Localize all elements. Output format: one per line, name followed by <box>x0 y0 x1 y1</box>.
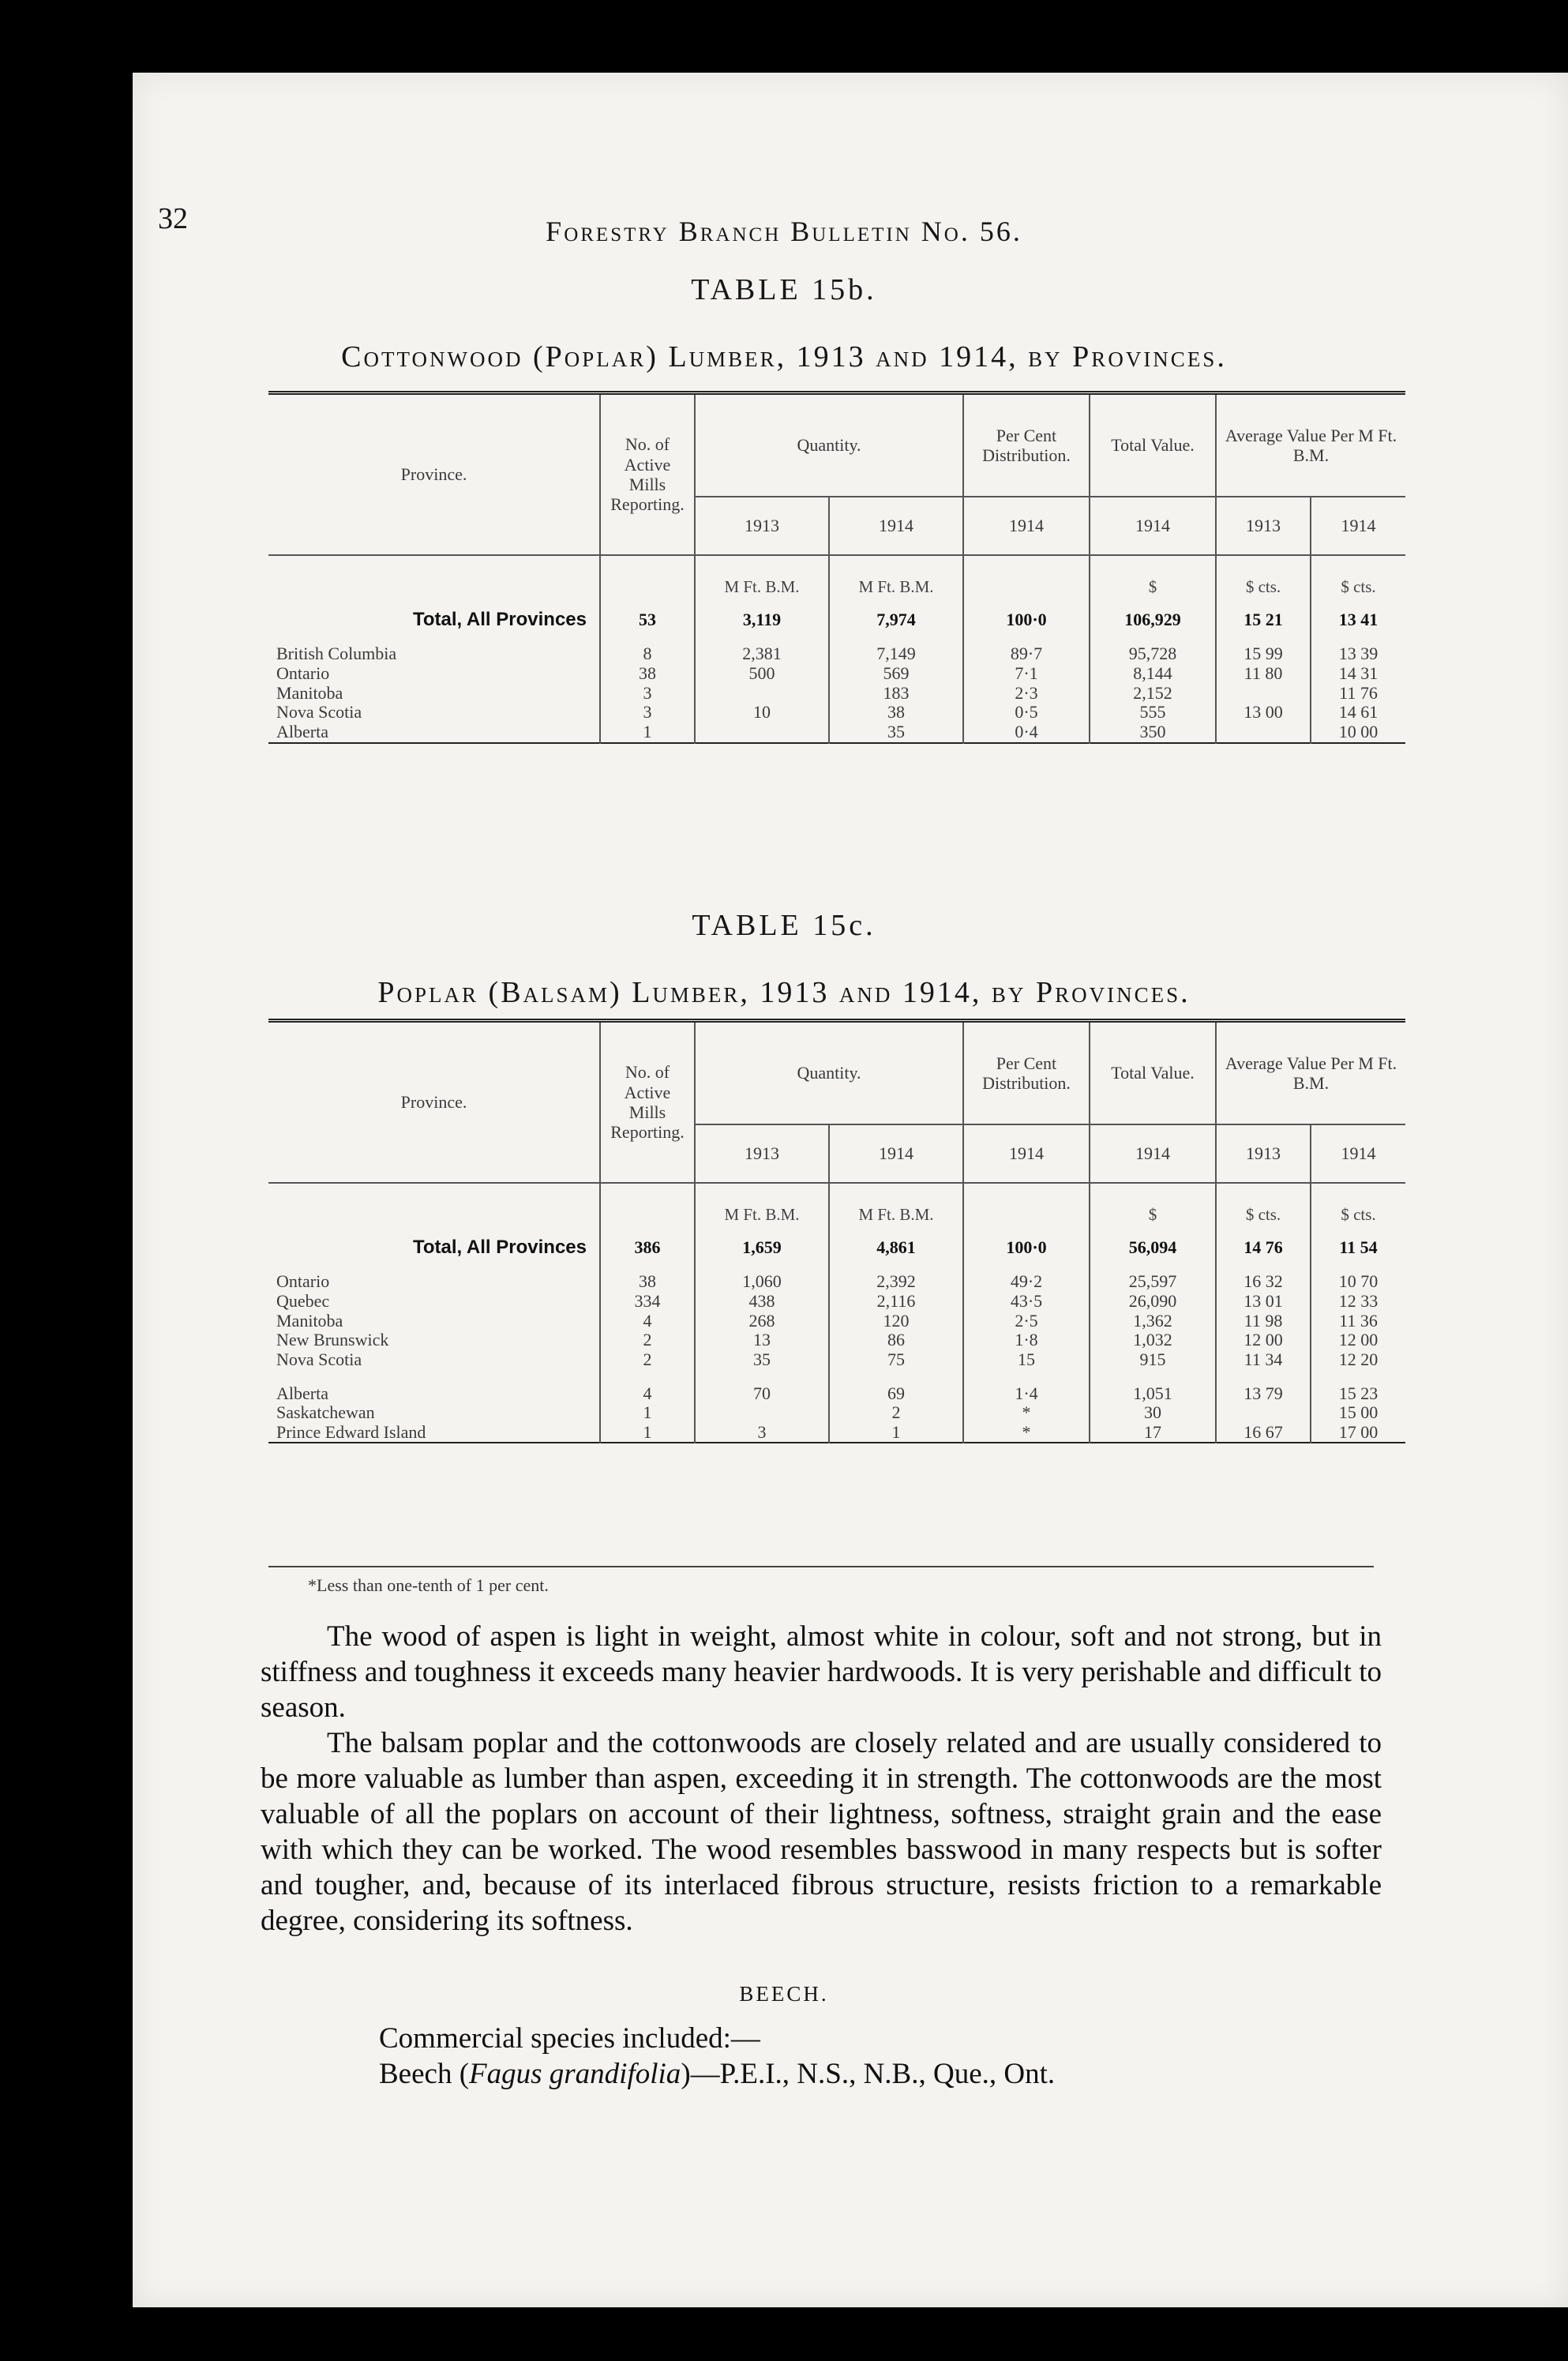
quantity-1914-cell: 7,149 <box>829 644 963 664</box>
percent-cell: 15 <box>963 1350 1090 1370</box>
average-1913-cell: 12 00 <box>1216 1331 1311 1350</box>
header-average-1913: 1913 <box>1216 1124 1311 1183</box>
table-row <box>268 1331 1405 1350</box>
average-1914-cell: 11 76 <box>1311 684 1405 704</box>
percent-cell: * <box>963 1423 1090 1443</box>
average-1913-cell: 16 32 <box>1216 1272 1311 1292</box>
value-cell: 555 <box>1090 703 1216 723</box>
average-1913-cell: 11 34 <box>1216 1350 1311 1370</box>
average-1914-cell: 10 70 <box>1311 1272 1405 1292</box>
percent-cell: 2·5 <box>963 1312 1090 1331</box>
average-1914-cell: 13 41 <box>1311 606 1405 644</box>
average-1914-cell: 10 00 <box>1311 723 1405 743</box>
percent-cell: 0·4 <box>963 723 1090 743</box>
average-1913-cell: 11 98 <box>1216 1312 1311 1331</box>
table-row <box>268 664 1405 684</box>
value-cell: 25,597 <box>1090 1272 1216 1292</box>
unit-average-1914: $ cts. <box>1311 1183 1405 1233</box>
province-cell: British Columbia <box>276 644 397 664</box>
header-quantity: Quantity. <box>695 393 963 497</box>
quantity-1913-cell: 500 <box>695 664 829 684</box>
header-average-1914: 1914 <box>1311 1124 1405 1183</box>
table-row <box>268 1272 1405 1292</box>
table-row <box>268 1384 1405 1404</box>
quantity-1914-cell: 1 <box>829 1423 963 1443</box>
species-beech-line <box>379 2057 1055 2091</box>
paragraph-aspen: The wood of aspen is light in weight, almost white in colour, soft and not strong, but in stiffness and toughness it exceeds many heavier hardwoods. It is very perishable and difficult to season. <box>261 1620 1382 1724</box>
mills-cell: 3 <box>600 703 695 723</box>
quantity-1913-cell <box>695 723 829 743</box>
quantity-1913-cell: 35 <box>695 1350 829 1370</box>
average-1914-cell: 15 23 <box>1311 1384 1405 1404</box>
footnote: *Less than one-tenth of 1 per cent. <box>308 1575 549 1595</box>
percent-cell: 7·1 <box>963 664 1090 684</box>
header-quantity-1913: 1913 <box>695 497 829 555</box>
percent-cell: 100·0 <box>963 606 1090 644</box>
body-text <box>261 1619 1382 1939</box>
table-row <box>268 1292 1405 1312</box>
average-1913-cell: 13 79 <box>1216 1384 1311 1404</box>
mills-cell: 38 <box>600 1272 695 1292</box>
average-1913-cell: 14 76 <box>1216 1233 1311 1272</box>
table-row <box>268 703 1405 723</box>
average-1913-cell <box>1216 723 1311 743</box>
province-cell: Total, All Provinces <box>412 1237 587 1259</box>
table-row <box>268 1403 1405 1423</box>
quantity-1913-cell: 70 <box>695 1384 829 1404</box>
quantity-1914-cell: 183 <box>829 684 963 704</box>
page-number: 32 <box>158 202 188 235</box>
value-cell: 26,090 <box>1090 1292 1216 1312</box>
total-row <box>268 1233 1405 1272</box>
species-intro: Commercial species included:— <box>379 2022 760 2055</box>
mills-cell: 2 <box>600 1350 695 1370</box>
average-1914-cell: 12 33 <box>1311 1292 1405 1312</box>
quantity-1914-cell: 2,392 <box>829 1272 963 1292</box>
header-mills: No. of Active Mills Reporting. <box>600 393 695 556</box>
header-quantity-1914: 1914 <box>829 497 963 555</box>
province-cell: Ontario <box>276 1271 330 1292</box>
header-average: Average Value Per M Ft. B.M. <box>1216 393 1405 497</box>
table-15b <box>268 391 1405 749</box>
header-average: Average Value Per M Ft. B.M. <box>1216 1021 1405 1125</box>
value-cell: 1,362 <box>1090 1312 1216 1331</box>
unit-value: $ <box>1090 1183 1216 1233</box>
header-average-1914: 1914 <box>1311 497 1405 555</box>
average-1913-cell: 11 80 <box>1216 664 1311 684</box>
value-cell: 17 <box>1090 1423 1216 1443</box>
percent-cell: 0·5 <box>963 703 1090 723</box>
province-cell: Total, All Provinces <box>412 609 587 631</box>
province-cell: Prince Edward Island <box>276 1421 426 1442</box>
province-cell: New Brunswick <box>276 1330 389 1350</box>
species-latin-name: Fagus grandifolia <box>469 2058 681 2090</box>
header-average-1913: 1913 <box>1216 497 1311 555</box>
mills-cell: 1 <box>600 1423 695 1443</box>
average-1913-cell: 16 67 <box>1216 1423 1311 1443</box>
quantity-1913-cell: 1,659 <box>695 1233 829 1272</box>
average-1913-cell: 13 00 <box>1216 703 1311 723</box>
table-row <box>268 684 1405 704</box>
quantity-1913-cell: 13 <box>695 1331 829 1350</box>
mills-cell: 2 <box>600 1331 695 1350</box>
percent-cell: * <box>963 1403 1090 1423</box>
quantity-1913-cell: 3,119 <box>695 606 829 644</box>
quantity-1913-cell: 3 <box>695 1423 829 1443</box>
header-value: Total Value. <box>1090 1021 1216 1125</box>
header-percent: Per Cent Distribution. <box>963 393 1090 497</box>
header-percent-1914: 1914 <box>963 497 1090 555</box>
quantity-1914-cell: 35 <box>829 723 963 743</box>
quantity-1913-cell: 10 <box>695 703 829 723</box>
table-c-label: TABLE 15c. <box>692 909 876 942</box>
total-row <box>268 606 1405 644</box>
average-1914-cell: 11 54 <box>1311 1233 1405 1272</box>
header-value-1914: 1914 <box>1090 497 1216 555</box>
value-cell: 1,051 <box>1090 1384 1216 1404</box>
quantity-1913-cell: 438 <box>695 1292 829 1312</box>
quantity-1914-cell: 38 <box>829 703 963 723</box>
quantity-1914-cell: 120 <box>829 1312 963 1331</box>
table-row <box>268 723 1405 743</box>
quantity-1913-cell: 268 <box>695 1312 829 1331</box>
value-cell: 915 <box>1090 1350 1216 1370</box>
value-cell: 2,152 <box>1090 684 1216 704</box>
mills-cell: 386 <box>600 1233 695 1272</box>
unit-average-1913: $ cts. <box>1216 1183 1311 1233</box>
quantity-1914-cell: 569 <box>829 664 963 684</box>
unit-quantity-1913: M Ft. B.M. <box>695 555 829 606</box>
quantity-1914-cell: 86 <box>829 1331 963 1350</box>
unit-quantity-1914: M Ft. B.M. <box>829 555 963 606</box>
average-1914-cell: 12 00 <box>1311 1331 1405 1350</box>
average-1913-cell <box>1216 684 1311 704</box>
province-cell: Nova Scotia <box>276 702 362 723</box>
mills-cell: 38 <box>600 664 695 684</box>
mills-cell: 4 <box>600 1312 695 1331</box>
paragraph-balsam-cottonwood: The balsam poplar and the cottonwoods are closely related and are usually considered to be more valuable as lumber than aspen, exceeding it in strength. The cottonwoods are the most valuable of all the poplars on account of their lightness, softness, straight grain and the ease with which they can be worked. The wood resembles basswood in many respects but is softer and tougher, and, because of its interlaced fibrous structure, resists friction to a remarkable degree, considering its softness. <box>261 1727 1382 1937</box>
province-cell: Ontario <box>276 663 330 684</box>
average-1913-cell: 15 99 <box>1216 644 1311 664</box>
unit-average-1914: $ cts. <box>1311 555 1405 606</box>
mills-cell: 3 <box>600 684 695 704</box>
mills-cell: 1 <box>600 723 695 743</box>
header-mills: No. of Active Mills Reporting. <box>600 1021 695 1184</box>
header-percent-1914: 1914 <box>963 1124 1090 1183</box>
value-cell: 1,032 <box>1090 1331 1216 1350</box>
value-cell: 8,144 <box>1090 664 1216 684</box>
mills-cell: 1 <box>600 1403 695 1423</box>
table-15c <box>268 1019 1405 1448</box>
table-row <box>268 644 1405 664</box>
average-1914-cell: 12 20 <box>1311 1350 1405 1370</box>
quantity-1914-cell: 2,116 <box>829 1292 963 1312</box>
percent-cell: 89·7 <box>963 644 1090 664</box>
quantity-1914-cell: 7,974 <box>829 606 963 644</box>
unit-value: $ <box>1090 555 1216 606</box>
average-1914-cell: 14 31 <box>1311 664 1405 684</box>
average-1914-cell: 14 61 <box>1311 703 1405 723</box>
unit-average-1913: $ cts. <box>1216 555 1311 606</box>
average-1913-cell: 15 21 <box>1216 606 1311 644</box>
value-cell: 56,094 <box>1090 1233 1216 1272</box>
value-cell: 30 <box>1090 1403 1216 1423</box>
percent-cell: 1·4 <box>963 1384 1090 1404</box>
province-cell: Quebec <box>276 1291 330 1312</box>
unit-quantity-1914: M Ft. B.M. <box>829 1183 963 1233</box>
province-cell: Nova Scotia <box>276 1349 362 1369</box>
percent-cell: 43·5 <box>963 1292 1090 1312</box>
percent-cell: 49·2 <box>963 1272 1090 1292</box>
header-value: Total Value. <box>1090 393 1216 497</box>
table-row <box>268 1423 1405 1443</box>
average-1914-cell: 17 00 <box>1311 1423 1405 1443</box>
quantity-1914-cell: 4,861 <box>829 1233 963 1272</box>
province-cell: Alberta <box>276 721 328 741</box>
table-row <box>268 1350 1405 1370</box>
value-cell: 350 <box>1090 723 1216 743</box>
table-b-caption: Cottonwood (Poplar) Lumber, 1913 and 1914, by Provinces. <box>341 340 1227 373</box>
province-cell: Manitoba <box>276 1310 343 1331</box>
mills-cell: 8 <box>600 644 695 664</box>
table-row <box>268 1312 1405 1331</box>
unit-quantity-1913: M Ft. B.M. <box>695 1183 829 1233</box>
average-1914-cell: 13 39 <box>1311 644 1405 664</box>
quantity-1913-cell: 1,060 <box>695 1272 829 1292</box>
percent-cell: 1·8 <box>963 1331 1090 1350</box>
header-province: Province. <box>268 393 600 556</box>
quantity-1913-cell <box>695 684 829 704</box>
percent-cell: 2·3 <box>963 684 1090 704</box>
header-province: Province. <box>268 1021 600 1184</box>
table-c-caption: Poplar (Balsam) Lumber, 1913 and 1914, by Provinces. <box>377 976 1191 1009</box>
percent-cell: 100·0 <box>963 1233 1090 1272</box>
header-percent: Per Cent Distribution. <box>963 1021 1090 1125</box>
province-cell: Alberta <box>276 1383 328 1403</box>
average-1914-cell: 11 36 <box>1311 1312 1405 1331</box>
mills-cell: 334 <box>600 1292 695 1312</box>
header-quantity-1914: 1914 <box>829 1124 963 1183</box>
table-b-label: TABLE 15b. <box>691 273 877 306</box>
province-cell: Manitoba <box>276 682 343 703</box>
mills-cell: 53 <box>600 606 695 644</box>
value-cell: 106,929 <box>1090 606 1216 644</box>
section-heading-beech: BEECH. <box>739 1982 829 2006</box>
province-cell: Saskatchewan <box>276 1402 375 1423</box>
quantity-1913-cell <box>695 1403 829 1423</box>
quantity-1914-cell: 69 <box>829 1384 963 1404</box>
average-1913-cell: 13 01 <box>1216 1292 1311 1312</box>
quantity-1913-cell: 2,381 <box>695 644 829 664</box>
species-provinces: )—P.E.I., N.S., N.B., Que., Ont. <box>681 2058 1056 2090</box>
footnote-rule <box>268 1566 1374 1567</box>
value-cell: 95,728 <box>1090 644 1216 664</box>
header-quantity: Quantity. <box>695 1021 963 1125</box>
header-value-1914: 1914 <box>1090 1124 1216 1183</box>
species-name: Beech ( <box>379 2058 470 2090</box>
average-1913-cell <box>1216 1403 1311 1423</box>
quantity-1914-cell: 2 <box>829 1403 963 1423</box>
quantity-1914-cell: 75 <box>829 1350 963 1370</box>
running-head: Forestry Branch Bulletin No. 56. <box>546 216 1022 247</box>
average-1914-cell: 15 00 <box>1311 1403 1405 1423</box>
mills-cell: 4 <box>600 1384 695 1404</box>
header-quantity-1913: 1913 <box>695 1124 829 1183</box>
